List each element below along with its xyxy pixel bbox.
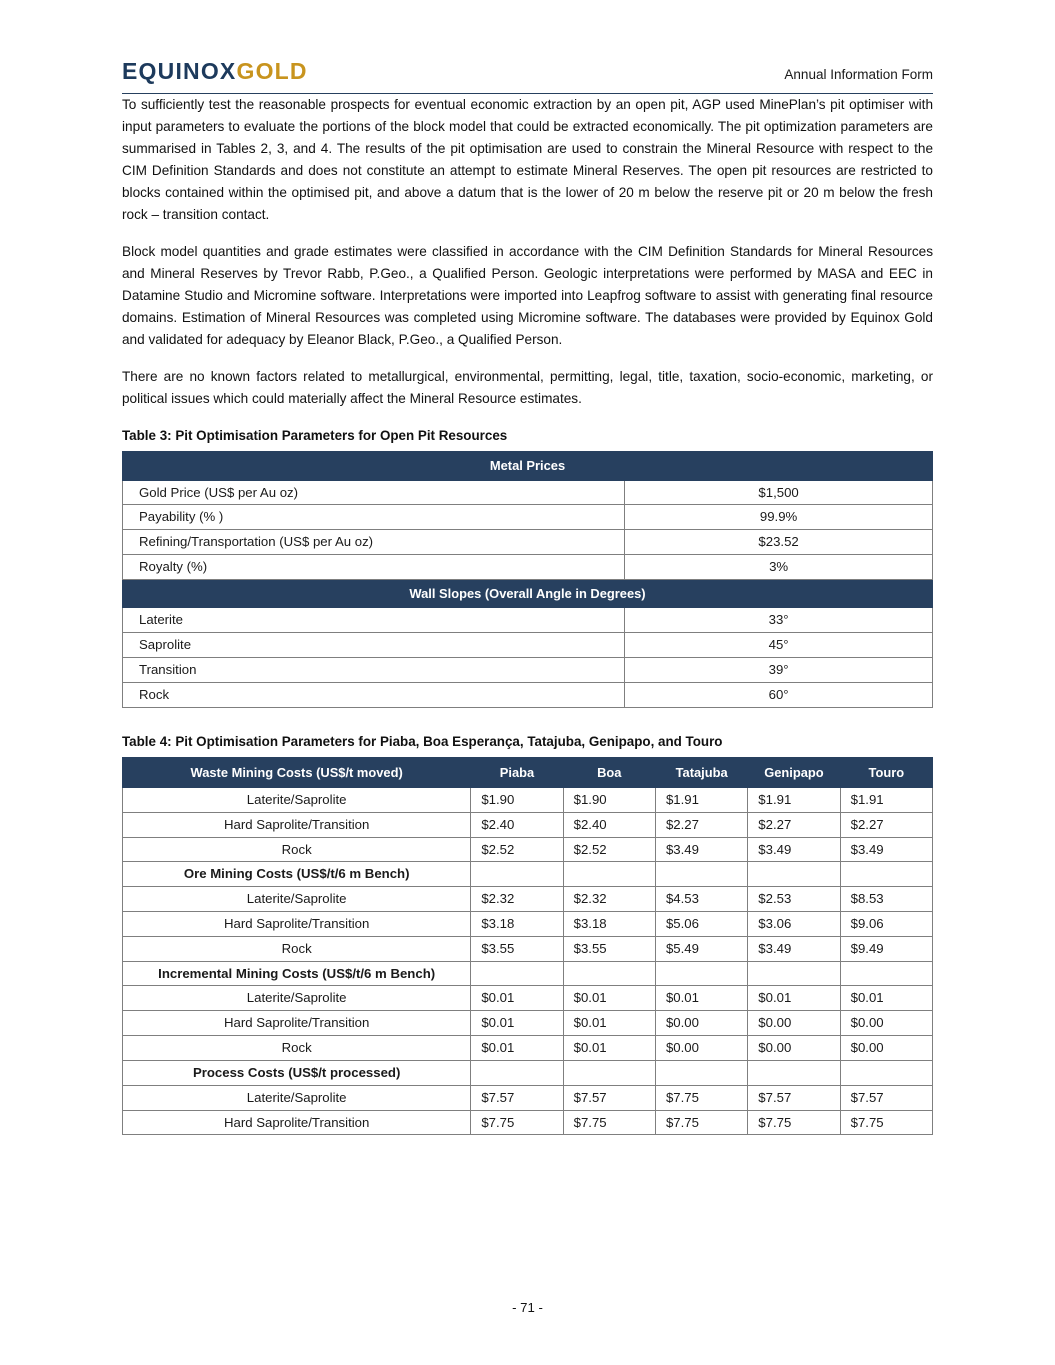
table4-row-label: Hard Saprolite/Transition [123, 912, 471, 937]
table4-cell [563, 961, 655, 986]
table4-cell: $7.57 [748, 1085, 840, 1110]
table4-col-header-1: Piaba [471, 757, 563, 787]
table4-cell [471, 862, 563, 887]
table-row [123, 1036, 933, 1061]
table4-cell [655, 961, 747, 986]
table4-cell: $3.49 [748, 837, 840, 862]
table-row [123, 936, 933, 961]
table3-row-label: Laterite [123, 608, 625, 633]
table3-row-value: $23.52 [625, 530, 933, 555]
table3-row-label: Saprolite [123, 633, 625, 658]
table4-cell: $1.90 [563, 787, 655, 812]
table4-cell: $2.52 [471, 837, 563, 862]
table3-row-value: 39° [625, 657, 933, 682]
table4-row-label: Rock [123, 837, 471, 862]
table4-cell: $1.91 [655, 787, 747, 812]
table4-cell: $3.49 [655, 837, 747, 862]
table-row [123, 480, 933, 505]
table4-row-label: Hard Saprolite/Transition [123, 1011, 471, 1036]
page-header [122, 60, 933, 94]
equinox-gold-logo [122, 60, 308, 83]
table-row [123, 1011, 933, 1036]
table4-row-label: Laterite/Saprolite [123, 1085, 471, 1110]
table4-cell: $8.53 [840, 887, 932, 912]
table4-col-header-3: Tatajuba [655, 757, 747, 787]
table3-row-label: Transition [123, 657, 625, 682]
table4-cell: $3.49 [840, 837, 932, 862]
table4-cell: $3.55 [563, 936, 655, 961]
table4-cell: $2.27 [748, 812, 840, 837]
table4-cell: $7.75 [748, 1110, 840, 1135]
table4-group-label: Process Costs (US$/t processed) [123, 1060, 471, 1085]
table4-cell: $9.06 [840, 912, 932, 937]
table4-cell: $0.00 [840, 1036, 932, 1061]
table4-cell [748, 862, 840, 887]
table4-cell: $7.75 [655, 1110, 747, 1135]
table4-col-header-4: Genipapo [748, 757, 840, 787]
table4-group-label: Incremental Mining Costs (US$/t/6 m Bench) [123, 961, 471, 986]
table4-cell [840, 862, 932, 887]
table4-col-header-5: Touro [840, 757, 932, 787]
paragraph-2: Block model quantities and grade estimates were classified in accordance with the CIM Definition Standards for Mineral Resources and Mineral Reserves by Trevor Rabb, P.Geo., a Qualified Person. Geologic interpretations were performed by MASA and EEC in Datamine Studio and Micromine software. Interpretations were imported into Leapfrog software to assist with generating final resource domains. Estimation of Mineral Resources was completed using Micromine software. The databases were provided by Equinox Gold and validated for adequacy by Eleanor Black, P.Geo., a Qualified Person. [122, 244, 933, 348]
table4-cell [655, 1060, 747, 1085]
header-doc-title: Annual Information Form [784, 67, 933, 82]
table-row-group [123, 862, 933, 887]
table4-cell [655, 862, 747, 887]
table4-group-label: Ore Mining Costs (US$/t/6 m Bench) [123, 862, 471, 887]
table-row [123, 1085, 933, 1110]
table4-row-label: Laterite/Saprolite [123, 887, 471, 912]
table4-cell: $0.01 [563, 1036, 655, 1061]
table4-cell [840, 961, 932, 986]
table4-cell: $7.75 [563, 1110, 655, 1135]
table4-cell [748, 1060, 840, 1085]
table4-cell: $0.01 [840, 986, 932, 1011]
table4-cell: $2.32 [563, 887, 655, 912]
table4-cell: $3.06 [748, 912, 840, 937]
table4-cell: $7.75 [655, 1085, 747, 1110]
table-row-group [123, 961, 933, 986]
table-row [123, 682, 933, 707]
table4-cell: $2.32 [471, 887, 563, 912]
paragraph-3: There are no known factors related to metallurgical, environmental, permitting, legal, title, taxation, socio-economic, marketing, or political issues which could materially affect the Mineral Resource estimates. [122, 369, 933, 407]
table4-cell: $7.57 [563, 1085, 655, 1110]
table-row-group [123, 1060, 933, 1085]
table4-cell: $7.75 [471, 1110, 563, 1135]
table4-cell: $5.06 [655, 912, 747, 937]
logo-text-gold: GOLD [236, 58, 308, 84]
table4-cell [563, 1060, 655, 1085]
table3-row-value: 60° [625, 682, 933, 707]
table-row [123, 887, 933, 912]
table4-cell: $0.00 [840, 1011, 932, 1036]
table4-cell: $1.91 [840, 787, 932, 812]
table-row [123, 837, 933, 862]
table4-row-label: Rock [123, 936, 471, 961]
table4-cell: $2.52 [563, 837, 655, 862]
table-row [123, 787, 933, 812]
table4-cell: $4.53 [655, 887, 747, 912]
table-row [123, 555, 933, 580]
table4-cell: $2.53 [748, 887, 840, 912]
table4-cell: $0.01 [471, 1011, 563, 1036]
table-row [123, 633, 933, 658]
table4-cell: $0.01 [471, 1036, 563, 1061]
table3-section1-header-cell: Metal Prices [123, 452, 933, 480]
table4-cell: $2.40 [471, 812, 563, 837]
table-row [123, 812, 933, 837]
table4-cell: $0.00 [748, 1011, 840, 1036]
table4-cell [471, 961, 563, 986]
table4-cell [563, 862, 655, 887]
table-row [123, 657, 933, 682]
table-row [123, 505, 933, 530]
table4-row-label: Laterite/Saprolite [123, 787, 471, 812]
table4-cell: $9.49 [840, 936, 932, 961]
table-pit-optimisation-parameters [122, 451, 933, 707]
table3-section-header-wall-slopes [123, 579, 933, 607]
table3-section-header-metal-prices [123, 452, 933, 480]
logo-text-equinox: EQUINOX [122, 58, 237, 84]
table4-cell: $0.00 [748, 1036, 840, 1061]
table4-cell: $0.01 [563, 986, 655, 1011]
table4-cell: $0.01 [563, 1011, 655, 1036]
table3-row-value: 3% [625, 555, 933, 580]
table-row [123, 986, 933, 1011]
table4-cell [748, 961, 840, 986]
table-row [123, 608, 933, 633]
table4-cell: $1.91 [748, 787, 840, 812]
table-row [123, 530, 933, 555]
table4-cell: $0.00 [655, 1011, 747, 1036]
table4-row-label: Hard Saprolite/Transition [123, 1110, 471, 1135]
table3-row-value: 45° [625, 633, 933, 658]
table4-cell: $7.75 [840, 1110, 932, 1135]
table3-row-label: Refining/Transportation (US$ per Au oz) [123, 530, 625, 555]
table4-header-row [123, 757, 933, 787]
table4-col-header-2: Boa [563, 757, 655, 787]
table4-cell: $3.18 [471, 912, 563, 937]
table4-cell: $5.49 [655, 936, 747, 961]
table4-cell: $3.18 [563, 912, 655, 937]
table-row [123, 912, 933, 937]
table4-row-label: Rock [123, 1036, 471, 1061]
table4-caption: Table 4: Pit Optimisation Parameters for Piaba, Boa Esperança, Tatajuba, Genipapo, and Touro [122, 733, 723, 749]
table4-cell: $7.57 [840, 1085, 932, 1110]
table4-cell: $0.01 [471, 986, 563, 1011]
table3-row-value: 33° [625, 608, 933, 633]
table4-cell: $0.00 [655, 1036, 747, 1061]
table3-section2-header-cell: Wall Slopes (Overall Angle in Degrees) [123, 579, 933, 607]
table4-cell: $3.55 [471, 936, 563, 961]
table3-row-value: $1,500 [625, 480, 933, 505]
table-pit-optimisation-by-deposit [122, 757, 933, 1136]
table3-row-value: 99.9% [625, 505, 933, 530]
paragraph-1: To sufficiently test the reasonable prospects for eventual economic extraction by an open pit, AGP used MinePlan’s pit optimiser with input parameters to evaluate the portions of the block model that could be extracted economically. The pit optimization parameters are summarised in Tables 2, 3, and 4. The results of the pit optimisation are used to constrain the Mineral Resource with respect to the CIM Definition Standards and does not constitute an attempt to estimate Mineral Reserves. The open pit resources are restricted to blocks contained within the optimised pit, and above a datum that is the lower of 20 m below the reserve pit or 20 m below the fresh rock – transition contact. [122, 97, 933, 223]
table-row [123, 1110, 933, 1135]
table3-row-label: Gold Price (US$ per Au oz) [123, 480, 625, 505]
table4-cell: $7.57 [471, 1085, 563, 1110]
table4-row-label: Laterite/Saprolite [123, 986, 471, 1011]
table3-row-label: Payability (% ) [123, 505, 625, 530]
table3-row-label: Royalty (%) [123, 555, 625, 580]
table3-caption: Table 3: Pit Optimisation Parameters for Open Pit Resources [122, 428, 508, 444]
table4-cell: $3.49 [748, 936, 840, 961]
page-number: - 71 - [512, 1300, 543, 1315]
table4-cell: $2.27 [840, 812, 932, 837]
table4-row-label: Hard Saprolite/Transition [123, 812, 471, 837]
table4-cell: $2.40 [563, 812, 655, 837]
table3-row-label: Rock [123, 682, 625, 707]
table4-cell [471, 1060, 563, 1085]
table4-cell: $0.01 [748, 986, 840, 1011]
page-footer [0, 1300, 1055, 1315]
table4-cell: $0.01 [655, 986, 747, 1011]
table4-cell: $1.90 [471, 787, 563, 812]
table4-col-header-0: Waste Mining Costs (US$/t moved) [123, 757, 471, 787]
table4-cell: $2.27 [655, 812, 747, 837]
table4-cell [840, 1060, 932, 1085]
